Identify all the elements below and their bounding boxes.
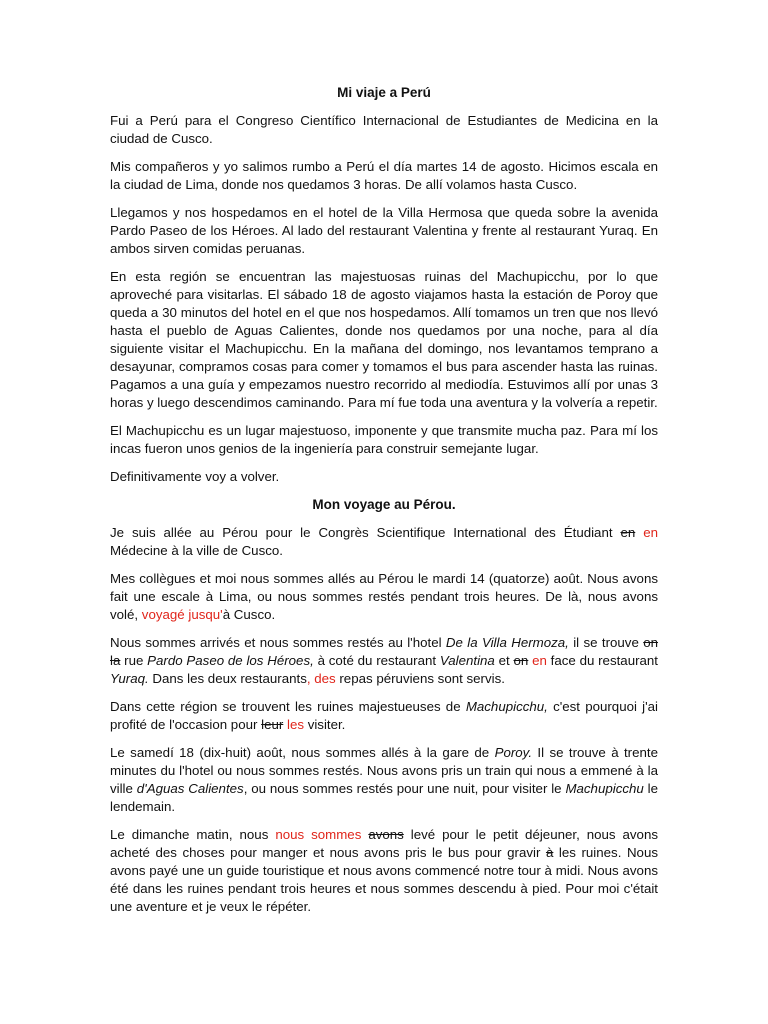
text-segment: , ou nous sommes restés pour une nuit, pour visiter le <box>243 781 566 796</box>
text-segment: face du restaurant <box>546 653 659 668</box>
text-segment: repas péruviens sont servis. <box>335 671 505 686</box>
french-paragraph-6 <box>110 826 658 916</box>
struck-correction: avons <box>368 827 404 842</box>
french-paragraph-1 <box>110 524 658 560</box>
spanish-title: Mi viaje a Perú <box>337 85 431 100</box>
italic-name: d'Aguas Calientes <box>136 781 244 796</box>
italic-name: De la Villa Hermoza, <box>445 635 569 650</box>
text-segment: visiter. <box>304 717 346 732</box>
struck-correction: on <box>513 653 529 668</box>
text-segment: le lendemain. <box>110 781 658 814</box>
struck-correction: à <box>545 845 554 860</box>
french-paragraph-2 <box>110 570 658 624</box>
red-correction: voyagé jusqu' <box>141 607 223 622</box>
text-segment: Dans cette région se trouvent les ruines majestueuses de <box>110 699 466 714</box>
text-segment: il se trouve <box>568 635 644 650</box>
text-segment: rue <box>120 653 148 668</box>
text-segment: Je suis allée au Pérou pour le Congrès Scientifique International des Étudiant <box>110 525 621 540</box>
spanish-paragraph-5: El Machupicchu es un lugar majestuoso, imponente y que transmite mucha paz. Para mí los incas fueron unos genios de la ingeniería para construir semejante lugar. <box>110 423 658 456</box>
red-correction: les <box>287 717 304 732</box>
french-paragraph-3 <box>110 634 658 688</box>
text-segment: Mes collègues et moi nous sommes allés au Pérou le mardi 14 (quatorze) août. Nous avons fait une escale à Lima, ou nous sommes restés pendant trois heures. De là, nous avons volé, <box>110 571 658 622</box>
text-segment: à Cusco. <box>222 607 276 622</box>
french-paragraph-5 <box>110 744 658 816</box>
italic-name: Poroy. <box>494 745 533 760</box>
italic-name: Valentina <box>439 653 495 668</box>
text-segment <box>635 525 643 540</box>
red-correction: en <box>643 525 658 540</box>
text-segment: Dans les deux restaurants <box>148 671 307 686</box>
text-segment: Nous sommes arrivés et nous sommes restés au l'hotel <box>110 635 446 650</box>
text-segment: Il se trouve à trente minutes du l'hotel ou nous sommes restés. Nous avons pris un train qui nous a emmené à la ville <box>110 745 658 796</box>
red-correction: nous sommes <box>275 827 362 842</box>
french-paragraph-4 <box>110 698 658 734</box>
struck-correction: leur <box>261 717 284 732</box>
spanish-paragraph-3: Llegamos y nos hospedamos en el hotel de la Villa Hermosa que queda sobre la avenida Pardo Paseo de los Héroes. Al lado del restaurant Valentina y frente al restaurant Yuraq. En ambos sirven comidas peruanas. <box>110 205 658 256</box>
text-segment: les ruines. Nous avons payé une un guide touristique et nous avons commencé notre tour à midi. Nous avons été dans les ruines pendant trois heures et nous sommes descendu à pied. Pour moi c'était une aventure et je veux le répéter. <box>110 845 658 914</box>
text-segment: Médecine à la ville de Cusco. <box>110 543 283 558</box>
spanish-paragraph-1: Fui a Perú para el Congreso Científico Internacional de Estudiantes de Medicina en la ciudad de Cusco. <box>110 113 658 146</box>
text-segment: Le dimanche matin, nous <box>110 827 276 842</box>
text-segment: à coté du restaurant <box>313 653 440 668</box>
spanish-paragraph-2: Mis compañeros y yo salimos rumbo a Perú el día martes 14 de agosto. Hicimos escala en la ciudad de Lima, donde nos quedamos 3 horas. De allí volamos hasta Cusco. <box>110 159 658 192</box>
text-segment: levé pour le petit déjeuner, nous avons acheté des choses pour manger et nous avons pris le bus pour gravir <box>110 827 658 860</box>
spanish-paragraph-4: En esta región se encuentran las majestuosas ruinas del Machupicchu, por lo que aproveché para visitarlas. El sábado 18 de agosto viajamos hasta la estación de Poroy que queda a 30 minutos del hotel en el que nos hospedamos. Allí tomamos un tren que nos llevó hasta el pueblo de Aguas Calientes, donde nos quedamos por una noche, para al día siguiente visitar el Machupicchu. En la mañana del domingo, nos levantamos temprano a desayunar, compramos cosas para comer y tomamos el bus para ascender hasta las ruinas. Pagamos a una guía y empezamos nuestro recorrido al mediodía. Estuvimos allí por unas 3 horas y luego descendimos caminando. Para mí fue toda una aventura y la volvería a repetir. <box>110 269 658 410</box>
italic-name: Yuraq. <box>110 671 149 686</box>
spanish-paragraph-6: Definitivamente voy a volver. <box>110 469 280 484</box>
struck-correction: on la <box>110 635 659 668</box>
red-correction: en <box>532 653 547 668</box>
text-segment: et <box>494 653 514 668</box>
text-segment: c'est pourquoi j'ai profité de l'occasion pour <box>110 699 658 732</box>
italic-name: Pardo Paseo de los Héroes, <box>147 653 314 668</box>
italic-name: Machupicchu <box>565 781 644 796</box>
italic-name: Machupicchu, <box>465 699 548 714</box>
struck-correction: en <box>620 525 636 540</box>
red-correction: , des <box>306 671 336 686</box>
text-segment: Le samedí 18 (dix-huit) août, nous sommes allés à la gare de <box>110 745 495 760</box>
french-title: Mon voyage au Pérou. <box>312 497 456 512</box>
